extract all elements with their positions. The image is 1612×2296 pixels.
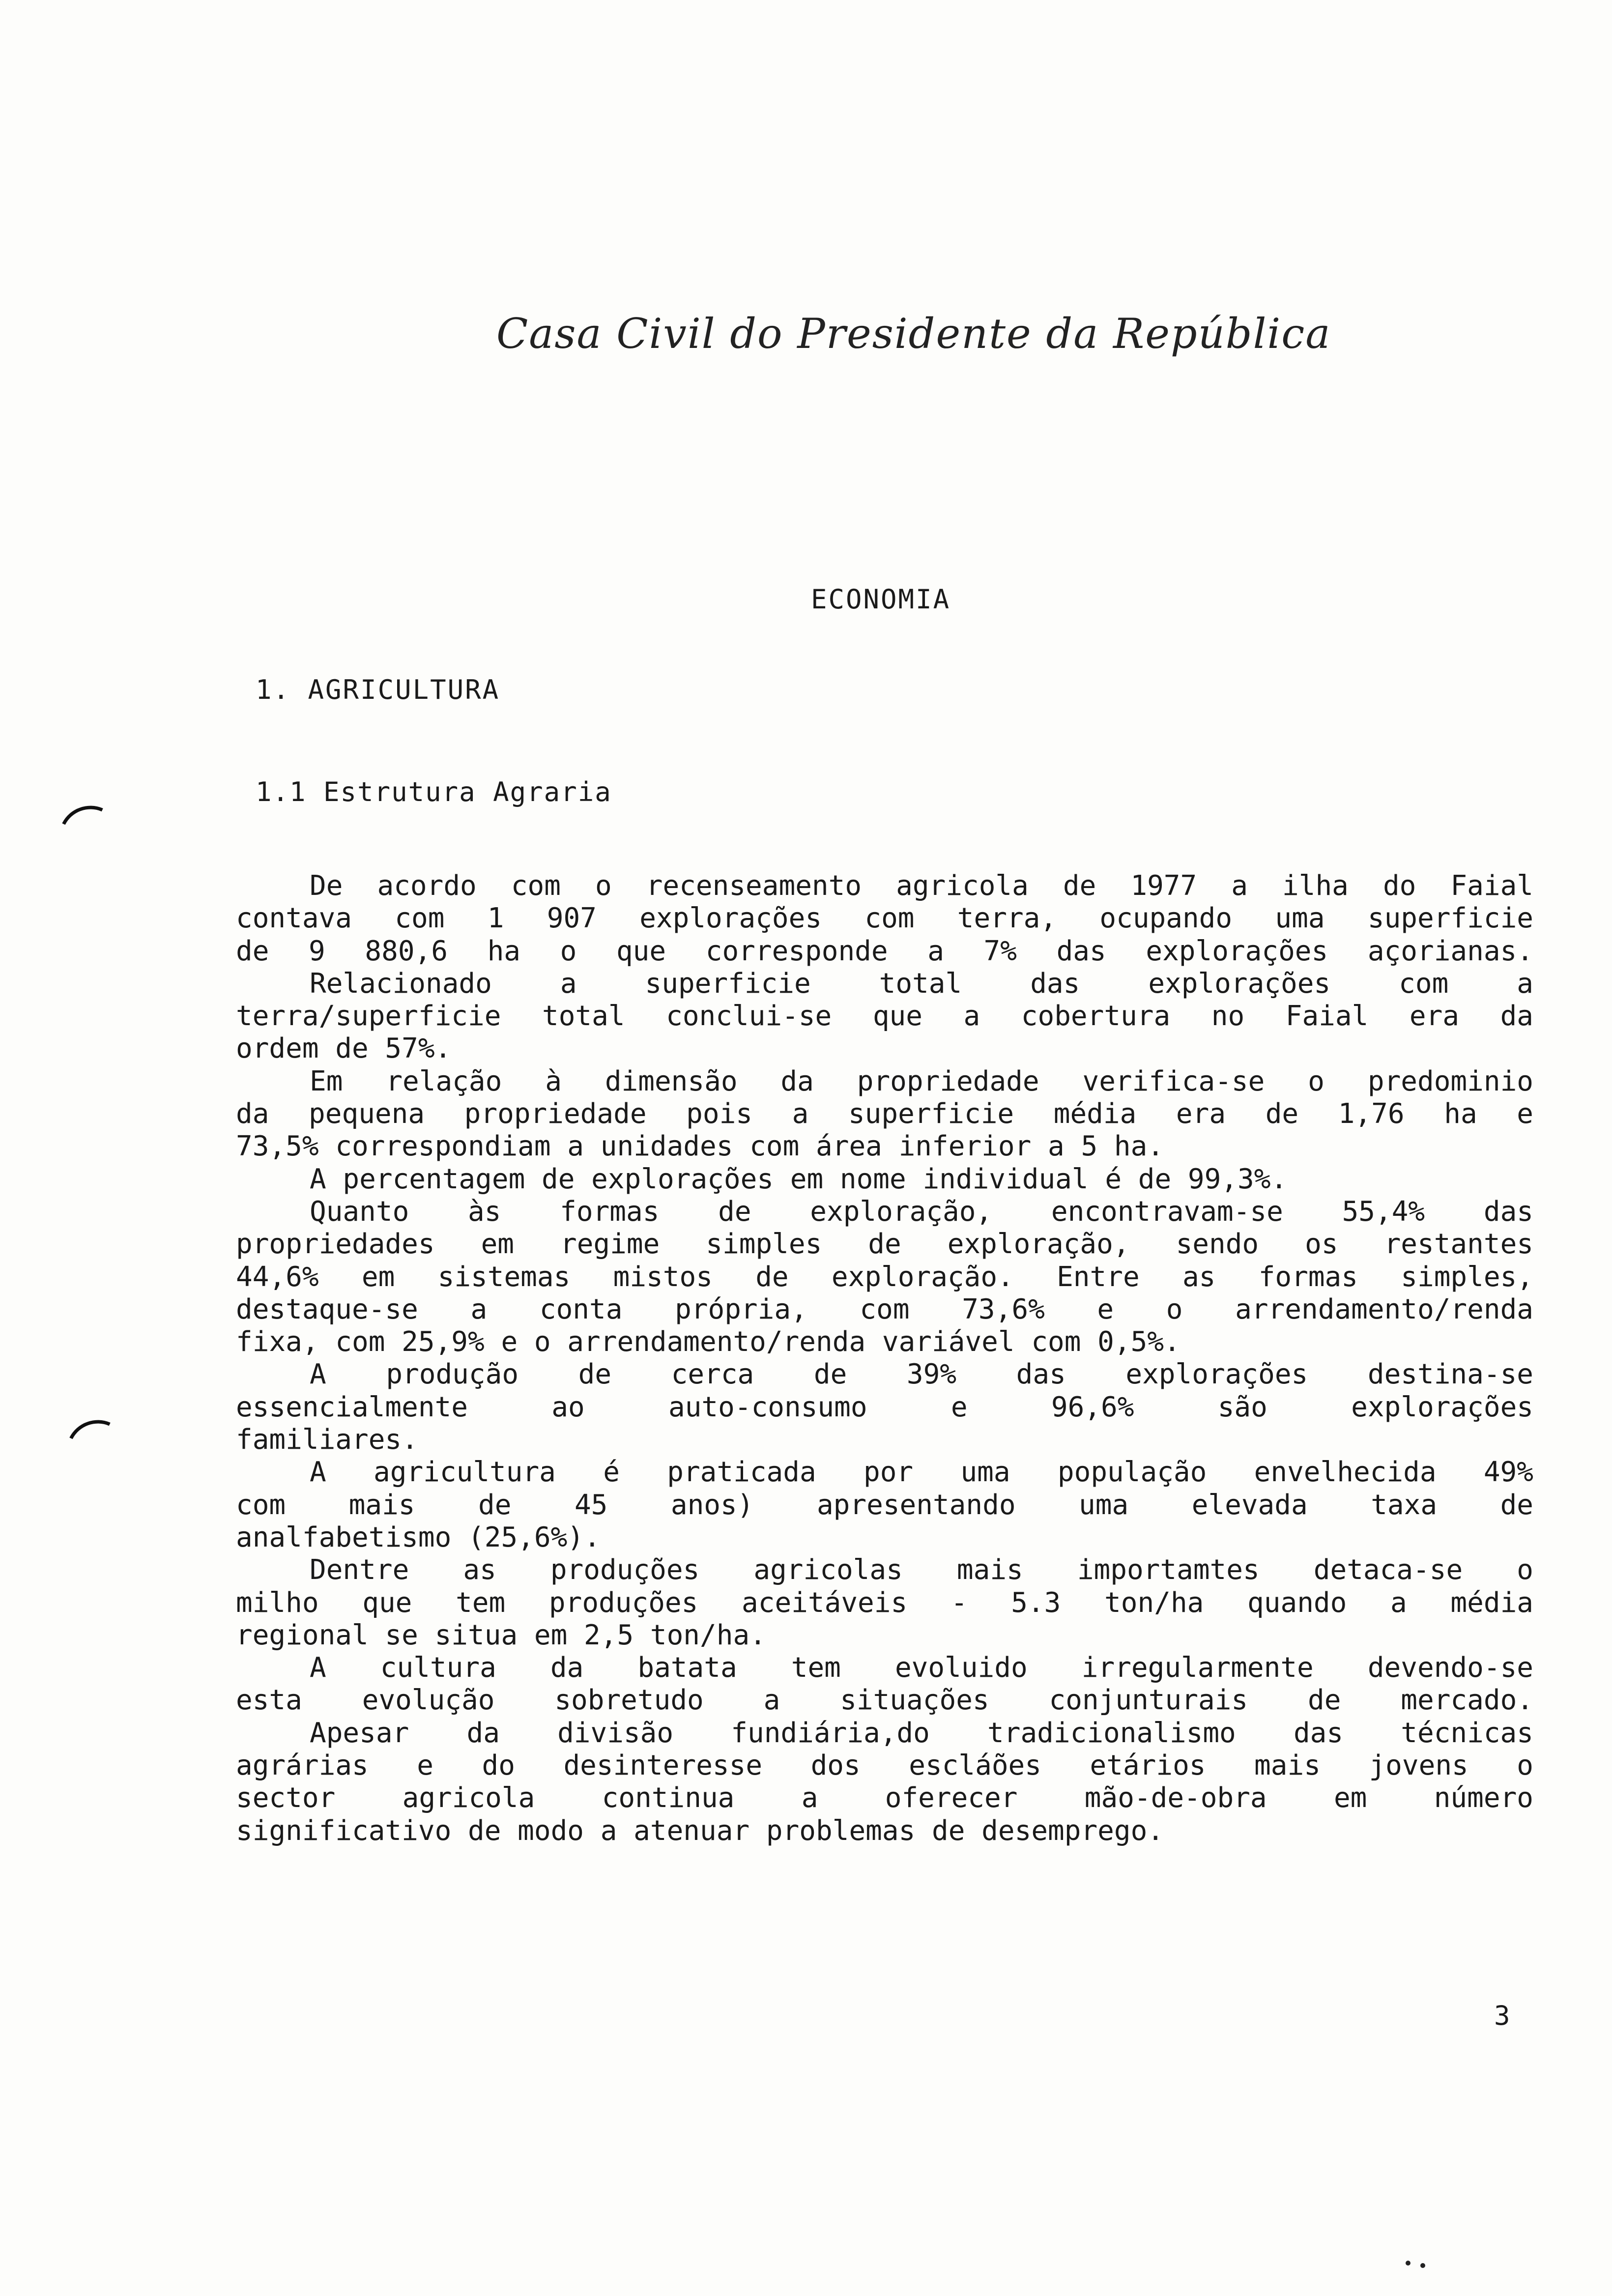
scan-speck xyxy=(1406,2261,1410,2266)
body-line: terra/superficie total conclui-se que a cobertura no Faial era da xyxy=(236,1000,1533,1033)
body-line: milho que tem produções aceitáveis - 5.3 ton/ha quando a média xyxy=(236,1586,1533,1619)
page-title: ECONOMIA xyxy=(811,584,951,615)
section-heading: 1. AGRICULTURA xyxy=(256,674,500,705)
body-line: da pequena propriedade pois a superficie média era de 1,76 ha e xyxy=(236,1098,1533,1130)
body-line: 73,5% correspondiam a unidades com área inferior a 5 ha. xyxy=(236,1130,1164,1163)
body-line: com mais de 45 anos) apresentando uma elevada taxa de xyxy=(236,1489,1533,1521)
letterhead: Casa Civil do Presidente da República xyxy=(496,310,1331,358)
body-line: analfabetismo (25,6%). xyxy=(236,1521,601,1553)
body-line: 44,6% em sistemas mistos de exploração. Entre as formas simples, xyxy=(236,1261,1533,1293)
body-line: essencialmente ao auto-consumo e 96,6% são explorações xyxy=(236,1391,1533,1423)
body-line: Apesar da divisão fundiária,do tradicionalismo das técnicas xyxy=(310,1717,1533,1749)
page-number: 3 xyxy=(1494,2000,1510,2031)
body-line: familiares. xyxy=(236,1424,418,1456)
body-line: significativo de modo a atenuar problemas de desemprego. xyxy=(236,1814,1164,1847)
punch-hole-mark xyxy=(58,1411,136,1486)
body-line: agrárias e do desinteresse dos escláões etários mais jovens o xyxy=(236,1750,1533,1782)
body-line: A percentagem de explorações em nome individual é de 99,3%. xyxy=(310,1163,1288,1195)
scan-speck xyxy=(1420,2263,1425,2268)
body-line: De acordo com o recenseamento agricola de 1977 a ilha do Faial xyxy=(310,870,1533,902)
body-line: regional se situa em 2,5 ton/ha. xyxy=(236,1619,766,1651)
body-line: propriedades em regime simples de exploração, sendo os restantes xyxy=(236,1228,1533,1261)
body-line: esta evolução sobretudo a situações conjunturais de mercado. xyxy=(236,1684,1533,1717)
punch-hole-mark xyxy=(51,797,128,872)
body-line: destaque-se a conta própria, com 73,6% e o arrendamento/renda xyxy=(236,1293,1533,1325)
body-line: Quanto às formas de exploração, encontravam-se 55,4% das xyxy=(310,1195,1533,1228)
body-line: A cultura da batata tem evoluido irregularmente devendo-se xyxy=(310,1652,1533,1684)
body-line: de 9 880,6 ha o que corresponde a 7% das explorações açorianas. xyxy=(236,935,1533,967)
body-line: fixa, com 25,9% e o arrendamento/renda variável com 0,5%. xyxy=(236,1326,1180,1358)
body-line: Dentre as produções agricolas mais importamtes detaca-se o xyxy=(310,1554,1533,1586)
body-line: Relacionado a superficie total das explorações com a xyxy=(310,967,1533,1000)
subsection-heading: 1.1 Estrutura Agraria xyxy=(256,776,612,807)
body-text xyxy=(236,870,1533,1847)
body-line: A produção de cerca de 39% das explorações destina-se xyxy=(310,1358,1533,1391)
body-line: sector agricola continua a oferecer mão-de-obra em número xyxy=(236,1782,1533,1814)
body-line: ordem de 57%. xyxy=(236,1033,452,1065)
body-line: contava com 1 907 explorações com terra, ocupando uma superficie xyxy=(236,902,1533,935)
body-line: A agricultura é praticada por uma população envelhecida 49% xyxy=(310,1456,1533,1489)
body-line: Em relação à dimensão da propriedade verifica-se o predominio xyxy=(310,1065,1533,1097)
